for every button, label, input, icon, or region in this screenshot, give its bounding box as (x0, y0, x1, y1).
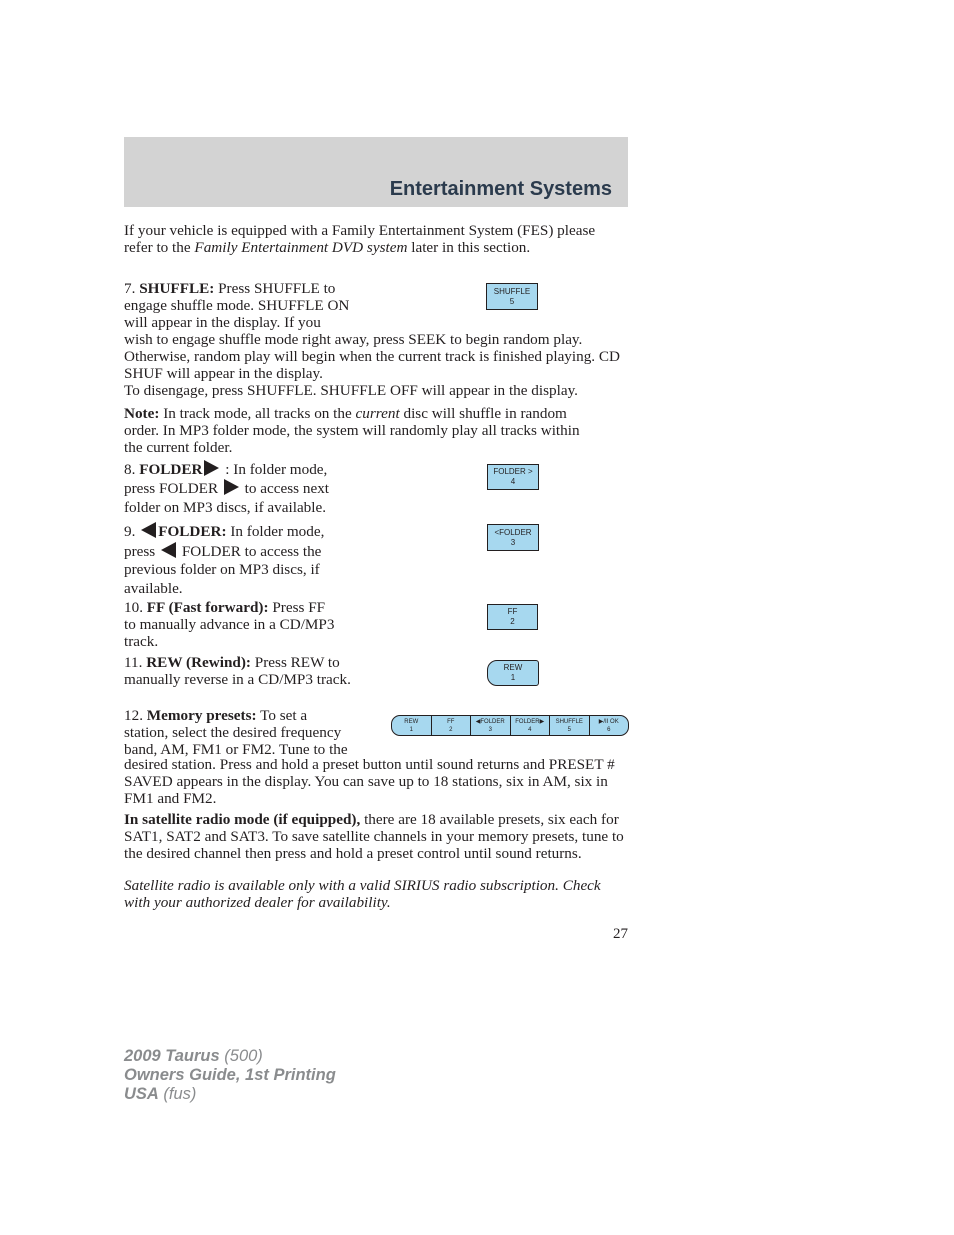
left-arrow-icon (141, 522, 156, 538)
preset-button-6: ▶/II OK 6 (589, 716, 629, 735)
shuffle-intro: 7. SHUFFLE: Press SHUFFLE to engage shuffle mode. SHUFFLE ON will appear in the display. If you (124, 280, 350, 331)
shuffle-label: SHUFFLE: (139, 280, 215, 297)
document-footer (124, 1047, 336, 1104)
preset-button-4: FOLDER▶ 4 (510, 716, 550, 735)
preset-button-strip (391, 715, 629, 736)
shuffle-disengage: To disengage, press SHUFFLE. SHUFFLE OFF will appear in the display. (124, 382, 578, 399)
right-arrow-icon (224, 479, 239, 495)
preset-button-5: SHUFFLE 5 (549, 716, 589, 735)
right-arrow-icon (204, 460, 219, 476)
left-arrow-icon (161, 542, 176, 558)
footer-line-1: 2009 Taurus (500) (124, 1047, 263, 1065)
folder-next-button: FOLDER > 4 (487, 464, 539, 490)
presets-intro: 12. Memory presets: To set a station, select the desired frequency band, AM, FM1 or FM2. Tune to the (124, 707, 348, 758)
intro-italic: Family Entertainment DVD system (194, 239, 408, 256)
presets-description: desired station. Press and hold a preset button until sound returns and PRESET # SAVED appears in the display. You can save up to 18 stations, six in AM, six in FM1 and FM2. (124, 756, 615, 807)
preset-button-3: ◀FOLDER 3 (470, 716, 510, 735)
intro-text-1: If your vehicle is equipped with a Family Entertainment System (FES) please refer to the (124, 222, 596, 256)
ff-paragraph: 10. FF (Fast forward): Press FF to manually advance in a CD/MP3 track. (124, 599, 335, 650)
folder-next-paragraph: 8. FOLDER : In folder mode, press FOLDER to access next folder on MP3 discs, if available. (124, 461, 330, 516)
satellite-paragraph: In satellite radio mode (if equipped), there are 18 available presets, six each for SAT1, SAT2 and SAT3. To save satellite channels in your memory presets, tune to the desired channel then press and hold a preset control until sound returns. (124, 811, 624, 862)
section-header-bar (124, 137, 628, 207)
page-number: 27 (613, 926, 628, 942)
satellite-note: Satellite radio is available only with a valid SIRIUS radio subscription. Check with your authorized dealer for availability. (124, 877, 601, 911)
section-title: Entertainment Systems (389, 178, 612, 200)
rew-paragraph: 11. REW (Rewind): Press REW to manually reverse in a CD/MP3 track. (124, 654, 351, 688)
folder-prev-paragraph: 9. FOLDER: In folder mode, press FOLDER to access the previous folder on MP3 discs, if available. (124, 523, 325, 597)
folder-prev-button: <FOLDER 3 (487, 524, 539, 551)
footer-line-3: USA (fus) (124, 1085, 197, 1103)
ff-button: FF 2 (487, 604, 538, 630)
rew-button: REW 1 (487, 660, 539, 686)
preset-button-1: REW 1 (404, 718, 419, 733)
footer-line-2: Owners Guide, 1st Printing (124, 1066, 336, 1084)
preset-button-2: FF 2 (431, 716, 471, 735)
intro-paragraph (124, 222, 624, 256)
shuffle-description: wish to engage shuffle mode right away, press SEEK to begin random play. Otherwise, random play will begin when the current track is finished playing. CD SHUF will appear in the display. (124, 331, 621, 382)
shuffle-button: SHUFFLE 5 (486, 283, 538, 310)
note-label: Note: (124, 405, 160, 422)
intro-text-2: later in this section. (407, 239, 531, 256)
note-paragraph: Note: In track mode, all tracks on the current disc will shuffle in random order. In MP3 folder mode, the system will randomly play all tracks within the current folder. (124, 405, 580, 456)
